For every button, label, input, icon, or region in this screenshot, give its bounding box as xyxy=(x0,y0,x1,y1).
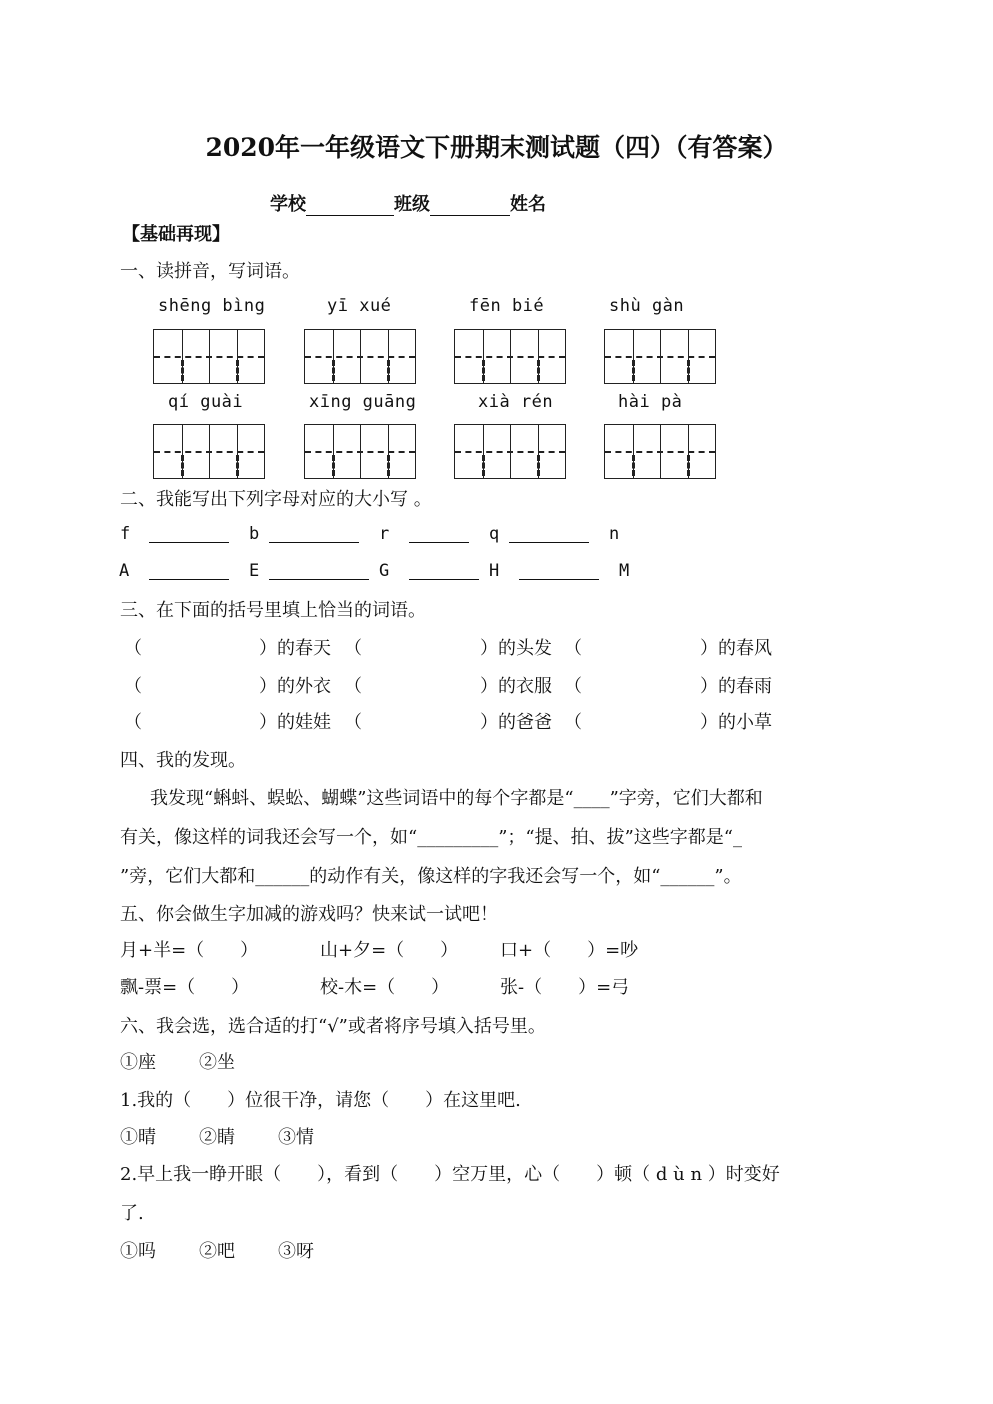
option: ②睛 xyxy=(199,1127,235,1148)
option: ②吧 xyxy=(199,1241,235,1262)
writing-grid-8[interactable] xyxy=(604,424,716,479)
writing-grid-1[interactable] xyxy=(153,329,265,384)
equation: 飘-票=（ ） xyxy=(120,977,250,998)
option: ①座 xyxy=(120,1052,156,1073)
pinyin-3: fēn bié xyxy=(469,296,545,316)
pinyin-8: hài pà xyxy=(618,392,683,412)
q4-line-2: 有关，像这样的词我还会写一个，如“_________”；“提、拍、拔”这些字都是“_ xyxy=(120,827,743,848)
fill-item: ）的头发 xyxy=(480,638,552,659)
open-paren: （ xyxy=(344,676,362,697)
letter-M: M xyxy=(619,561,630,581)
fill-item: ）的春天 xyxy=(259,638,331,659)
open-paren: （ xyxy=(124,712,142,733)
pinyin-2: yī xué xyxy=(327,296,392,316)
letter-E: E xyxy=(249,561,260,581)
q6-heading: 六、我会选，选合适的打“√”或者将序号填入括号里。 xyxy=(120,1016,546,1037)
q3-heading: 三、在下面的括号里填上恰当的词语。 xyxy=(120,600,426,621)
pinyin-4: shù gàn xyxy=(609,296,685,316)
fill-item: ）的春风 xyxy=(700,638,772,659)
answer-blank[interactable] xyxy=(409,526,469,543)
answer-blank[interactable] xyxy=(149,563,229,580)
q2-heading: 二、我能写出下列字母对应的大小写 。 xyxy=(120,489,432,510)
answer-blank[interactable] xyxy=(269,563,369,580)
pinyin-7: xià rén xyxy=(478,392,554,412)
letter-q: q xyxy=(489,524,500,544)
letter-A: A xyxy=(119,561,130,581)
open-paren: （ xyxy=(344,638,362,659)
open-paren: （ xyxy=(344,712,362,733)
answer-blank[interactable] xyxy=(509,526,589,543)
info-line xyxy=(270,190,546,216)
letter-n: n xyxy=(609,524,620,544)
sentence-2: 2.早上我一睁开眼（ ），看到（ ）空万里，心（ ）顿（ d ù n ）时变好 xyxy=(120,1164,780,1185)
pinyin-6: xīng guāng xyxy=(309,392,417,412)
writing-grid-5[interactable] xyxy=(153,424,265,479)
sentence-2-cont: 了. xyxy=(120,1203,144,1224)
open-paren: （ xyxy=(564,676,582,697)
option: ②坐 xyxy=(199,1052,235,1073)
equation: 校-木=（ ） xyxy=(320,977,450,998)
writing-grid-7[interactable] xyxy=(454,424,566,479)
equation: 山+夕=（ ） xyxy=(320,940,459,961)
open-paren: （ xyxy=(564,638,582,659)
open-paren: （ xyxy=(124,676,142,697)
pinyin-1: shēng bìng xyxy=(158,296,266,316)
writing-grid-6[interactable] xyxy=(304,424,416,479)
option: ③呀 xyxy=(278,1241,314,1262)
pinyin-5: qí guài xyxy=(168,392,244,412)
letter-r: r xyxy=(379,524,390,544)
answer-blank[interactable] xyxy=(269,526,359,543)
school-label: 学校 xyxy=(270,194,306,215)
sentence-1: 1.我的（ ）位很干净，请您（ ）在这里吧. xyxy=(120,1090,521,1111)
answer-blank[interactable] xyxy=(519,563,599,580)
q5-heading: 五、你会做生字加减的游戏吗？快来试一试吧！ xyxy=(120,904,498,925)
option: ①吗 xyxy=(120,1241,156,1262)
fill-item: ）的爸爸 xyxy=(480,712,552,733)
option: ③情 xyxy=(278,1127,314,1148)
answer-blank[interactable] xyxy=(149,526,229,543)
fill-item: ）的外衣 xyxy=(259,676,331,697)
section-header: 【基础再现】 xyxy=(122,224,230,245)
school-blank[interactable] xyxy=(306,197,394,216)
class-label: 班级 xyxy=(394,194,430,215)
answer-blank[interactable] xyxy=(409,563,479,580)
class-blank[interactable] xyxy=(430,197,510,216)
q1-heading: 一、读拼音，写词语。 xyxy=(120,261,300,282)
fill-item: ）的娃娃 xyxy=(259,712,331,733)
q4-line-1: 我发现“蝌蚪、蜈蚣、蝴蝶”这些词语中的每个字都是“____”字旁，它们大都和 xyxy=(150,788,763,809)
letter-f: f xyxy=(120,524,131,544)
writing-grid-2[interactable] xyxy=(304,329,416,384)
fill-item: ）的小草 xyxy=(700,712,772,733)
letter-G: G xyxy=(379,561,390,581)
writing-grid-3[interactable] xyxy=(454,329,566,384)
open-paren: （ xyxy=(124,638,142,659)
fill-item: ）的衣服 xyxy=(480,676,552,697)
option: ①晴 xyxy=(120,1127,156,1148)
equation: 月+半=（ ） xyxy=(120,940,259,961)
writing-grid-4[interactable] xyxy=(604,329,716,384)
fill-item: ）的春雨 xyxy=(700,676,772,697)
equation: 口+（ ）=吵 xyxy=(500,940,639,961)
q4-line-3: ”旁，它们大都和______的动作有关，像这样的字我还会写一个，如“______”。 xyxy=(120,866,742,887)
name-label: 姓名 xyxy=(510,194,546,215)
page-title: 2020年一年级语文下册期末测试题（四）（有答案） xyxy=(205,133,788,162)
q4-heading: 四、我的发现。 xyxy=(120,750,246,771)
open-paren: （ xyxy=(564,712,582,733)
letter-H: H xyxy=(489,561,500,581)
letter-b: b xyxy=(249,524,260,544)
equation: 张-（ ）=弓 xyxy=(500,977,630,998)
